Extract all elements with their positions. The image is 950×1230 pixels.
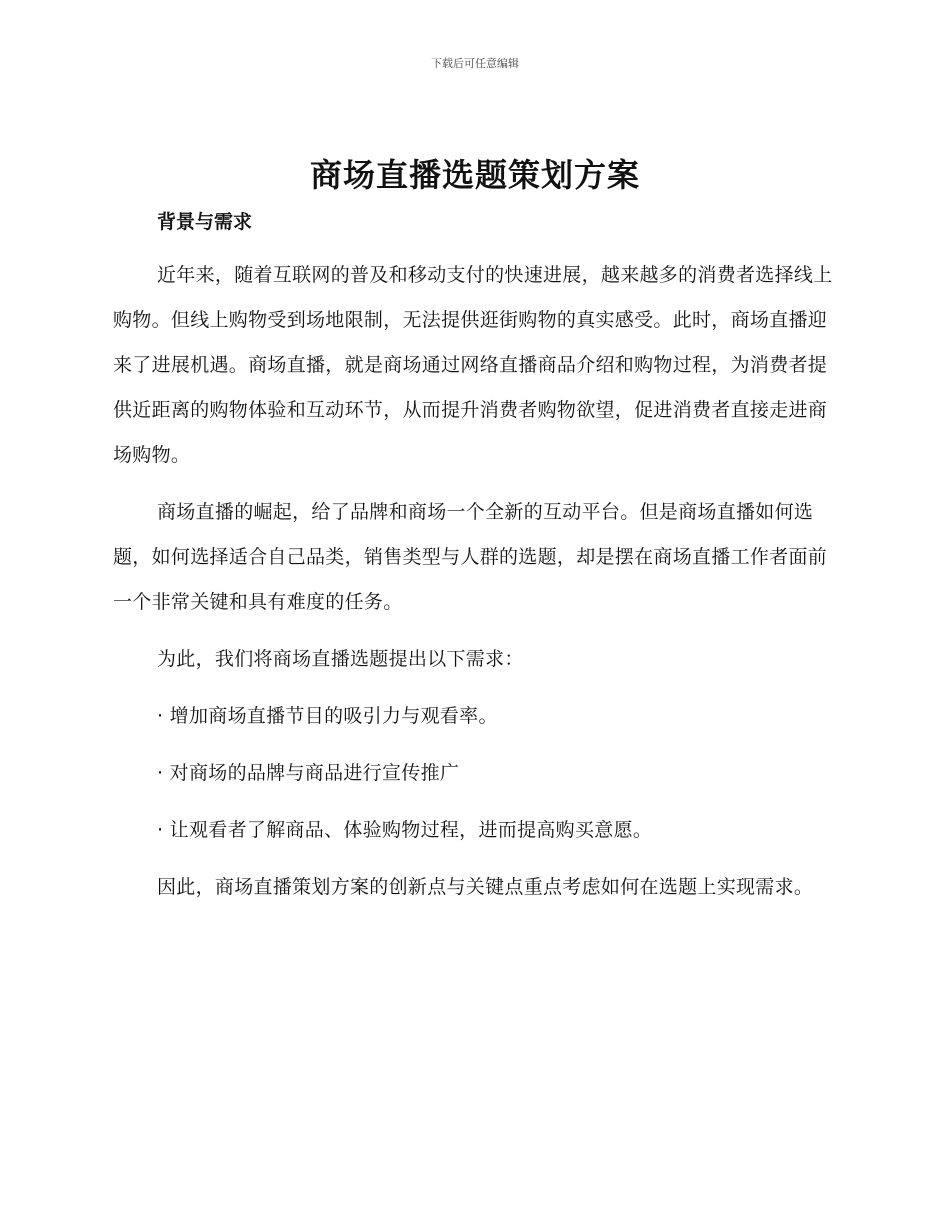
paragraph-1: 近年来，随着互联网的普及和移动支付的快速进展，越来越多的消费者选择线上购物。但线上购物受到场地限制，无法提供逛街购物的真实感受。此时，商场直播迎来了进展机遇。商场直播，就是商场通过网络直播商品介绍和购物过程，为消费者提供近距离的购物体验和互动环节，从而提升消费者购物欲望，促进消费者直接走进商场购物。: [113, 264, 833, 466]
document-body: [113, 205, 833, 922]
bullet-item-3: · 让观看者了解商品、体验购物过程，进而提高购买意愿。: [157, 819, 653, 841]
requirements-intro: 为此，我们将商场直播选题提出以下需求：: [157, 648, 524, 670]
document-title: 商场直播选题策划方案: [309, 156, 640, 194]
header-note: 下载后可任意编辑: [431, 57, 519, 70]
paragraph-2: 商场直播的崛起，给了品牌和商场一个全新的互动平台。但是商场直播如何选题，如何选择适合自己品类，销售类型与人群的选题，却是摆在商场直播工作者面前一个非常关键和具有难度的任务。: [113, 501, 828, 613]
conclusion-paragraph: 因此，商场直播策划方案的创新点与关键点重点考虑如何在选题上实现需求。: [157, 876, 814, 898]
bullet-item-2: · 对商场的品牌与商品进行宣传推广: [157, 762, 460, 784]
bullet-item-1: · 增加商场直播节目的吸引力与观看率。: [157, 705, 498, 727]
section-heading: 背景与需求: [157, 211, 253, 233]
